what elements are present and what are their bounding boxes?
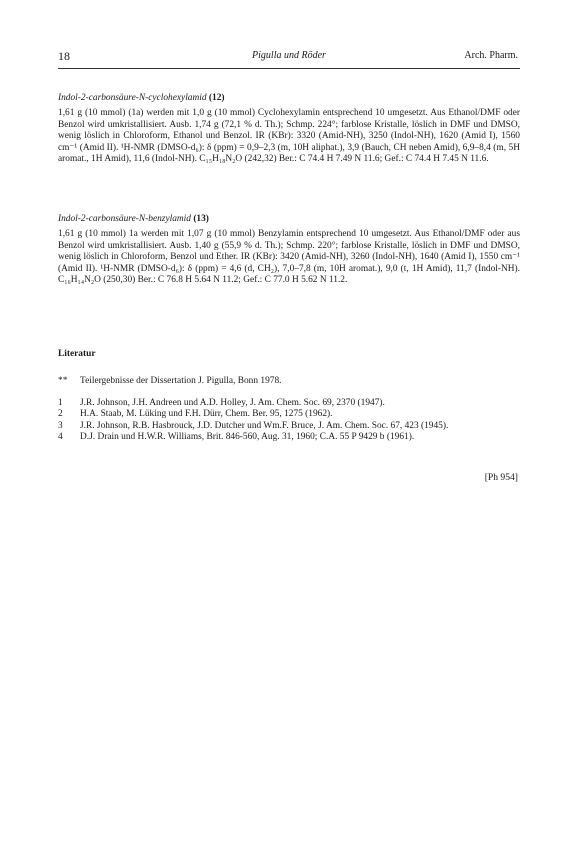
page-number: 18 [58, 49, 70, 63]
reference-number: 3 [58, 420, 63, 431]
reference-number: 4 [58, 432, 63, 443]
footnote-text: Teilergebnisse der Dissertation J. Pigulla, Bonn 1978. [80, 376, 282, 386]
manuscript-code: [Ph 954] [484, 472, 518, 483]
running-head [58, 49, 520, 65]
compound-13-text: 1,61 g (10 mmol) 1a werden mit 1,07 g (10 mmol) Benzylamin entsprechend 10 umgesetzt. Aus Ethanol/DMF oder aus Benzol wird umkristallisiert. Ausb. 1,40 g (55,9 % d. Th.); Schmp. 220°; farblose Kristalle, löslich in DMF und DMSO, wenig löslich in Chloroform, Benzol und Ether. IR (KBr): 3420 (Amid-NH), 3260 (Indol-NH), 1640 (Amid I), 1550 cm⁻¹ (Amid II). ¹H-NMR (DMSO-d₆): δ (ppm) = 4,6 (d, CH₂), 7,0–7,8 (m, 10H aromat.), 9,0 (t, 1H Amid), 11,7 (Indol-NH). C₁₆H₁₄N₂O (250,30) Ber.: C 76.8 H 5.64 N 11.2; Gef.: C 77.0 H 5.62 N 11.2. [58, 229, 520, 286]
reference-item [58, 432, 520, 444]
compound-13-number: (13) [193, 214, 209, 224]
compound-12-text: 1,61 g (10 mmol) (1a) werden mit 1,0 g (10 mmol) Cyclohexylamin entsprechend 10 umgesetzt. Aus Ethanol/DMF oder Benzol wird umkristallisiert. Ausb. 1,74 g (72,1 % d. Th.); Schmp. 224°; farblose Kristalle, löslich in DMF und DMSO, wenig löslich in Chloroform, Ethanol und Benzol. IR (KBr): 3320 (Amid-NH), 3250 (Indol-NH), 1620 (Amid I), 1560 cm⁻¹ (Amid II). ¹H-NMR (DMSO-d₆): δ (ppm) = 0,9–2,3 (m, 10H aliphat.), 3,9 (Bauch, CH neben Amid), 6,9–8,4 (m, 5H aromat., 1H Amid), 11,6 (Indol-NH). C₁₅H₁₈N₂O (242,32) Ber.: C 74.4 H 7.49 N 11.6; Gef.: C 74.4 H 7.45 N 11.6. [58, 108, 520, 165]
reference-text: D.J. Drain und H.W.R. Williams, Brit. 846-560, Aug. 31, 1960; C.A. 55 P 9429 b (1961). [80, 432, 415, 443]
reference-list [58, 376, 520, 444]
reference-item [58, 409, 520, 421]
reference-text: H.A. Staab, M. Lüking und F.H. Dürr, Chem. Ber. 95, 1275 (1962). [80, 409, 333, 420]
compound-13-name: Indol-2-carbonsäure-N-benzylamid [58, 214, 191, 224]
compound-12-name: Indol-2-carbonsäure-N-cyclohexylamid [58, 93, 207, 103]
reference-number: 2 [58, 409, 63, 420]
compound-12-title [58, 92, 520, 104]
literature-heading: Literatur [58, 349, 96, 359]
reference-item [58, 398, 520, 410]
reference-text: J.R. Johnson, R.B. Hasbrouck, J.D. Dutcher und Wm.F. Bruce, J. Am. Chem. Soc. 67, 423 (1945). [80, 420, 449, 431]
reference-text: J.R. Johnson, J.H. Andreen und A.D. Holley, J. Am. Chem. Soc. 69, 2370 (1947). [80, 397, 385, 408]
compound-13-title [58, 213, 520, 225]
compound-12-section [58, 92, 520, 166]
running-head-authors: Pigulla und Röder [252, 50, 326, 61]
footnote [58, 376, 520, 388]
running-head-journal: Arch. Pharm. [464, 50, 518, 61]
footnote-marker: ** [58, 376, 68, 386]
header-rule [58, 68, 520, 69]
compound-12-number: (12) [208, 93, 225, 103]
reference-number: 1 [58, 397, 63, 408]
reference-item [58, 421, 520, 433]
compound-13-section [58, 213, 520, 287]
